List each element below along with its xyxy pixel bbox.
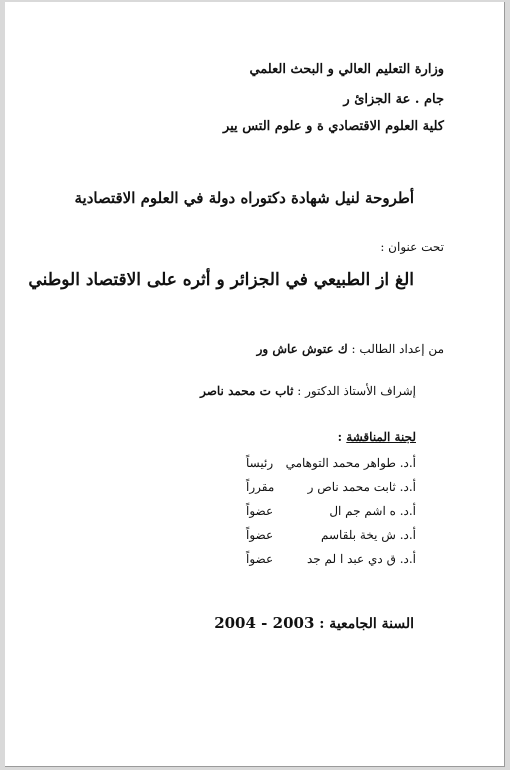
committee-member xyxy=(246,456,416,476)
committee-title xyxy=(338,430,416,444)
member-role: عضواً xyxy=(246,528,274,542)
year-start: 2003 xyxy=(272,614,315,632)
member-name: أ.د. طواهر محمد التوهامي xyxy=(285,456,416,470)
supervisor-line xyxy=(200,384,416,398)
year-separator: - xyxy=(261,614,268,632)
committee-member xyxy=(246,480,416,500)
committee-member xyxy=(246,552,416,572)
thesis-title: أطروحة لنيل شهادة دكتوراه دولة في العلوم الاقتصادية xyxy=(74,189,414,207)
academic-year xyxy=(214,614,414,632)
document-page xyxy=(5,2,505,767)
year-end: 2004 xyxy=(214,614,256,632)
academic-year-value xyxy=(214,614,314,632)
faculty-name: كلية العلوم الاقتصادي ة و علوم التس يير xyxy=(222,119,444,134)
member-name: أ.د. ثابت محمد ناص ر xyxy=(307,480,416,494)
subject-label: تحت عنوان : xyxy=(380,240,444,254)
thesis-subject: الغ از الطبيعي في الجزائر و أثره على الاقتصاد الوطني xyxy=(28,270,414,290)
member-role: رئيساً xyxy=(246,456,274,470)
ministry-name: وزارة التعليم العالي و البحث العلمي xyxy=(249,62,444,77)
committee-title-colon: : xyxy=(337,430,347,444)
student-line xyxy=(257,342,444,356)
member-name: أ.د. ق دي عبد ا لم جد xyxy=(306,552,416,566)
supervisor-label: إشراف الأستاذ الدكتور : xyxy=(297,384,416,398)
university-name: جام . عة الجزائ ر xyxy=(343,92,444,107)
student-label: من إعداد الطالب : xyxy=(351,342,444,356)
member-name: أ.د. ش يخة بلقاسم xyxy=(321,528,416,542)
member-name: أ.د. ه اشم جم ال xyxy=(329,504,416,518)
member-role: عضواً xyxy=(246,552,274,566)
supervisor-name: ثاب ت محمد ناصر xyxy=(200,384,294,398)
member-role: مقرراً xyxy=(246,480,275,494)
member-role: عضواً xyxy=(246,504,274,518)
committee-member xyxy=(246,528,416,548)
committee-member xyxy=(246,504,416,524)
committee-title-text: لجنة المناقشة xyxy=(346,430,416,444)
student-name: ك عتوش عاش ور xyxy=(256,342,348,356)
academic-year-label: السنة الجامعية : xyxy=(319,616,414,632)
